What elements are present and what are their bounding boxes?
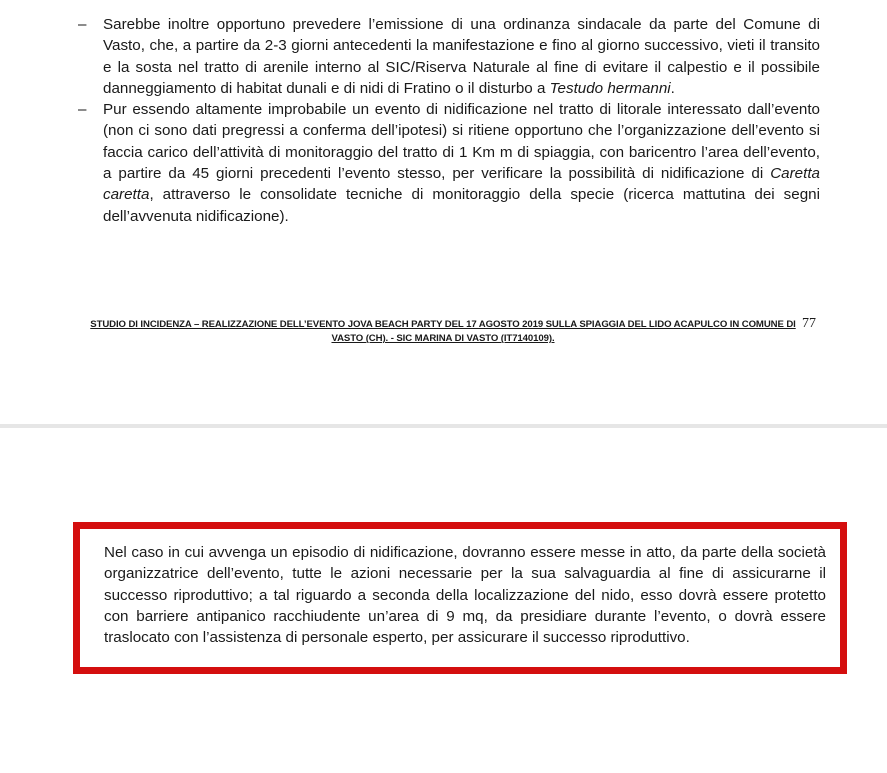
highlighted-note-box — [73, 522, 847, 674]
footer-title-line-2: VASTO (CH). - SIC MARINA DI VASTO (IT7140109). — [331, 333, 555, 344]
page-footer — [48, 318, 838, 346]
bullet-dash: – — [78, 101, 87, 119]
highlighted-note-text: Nel caso in cui avvenga un episodio di nidificazione, dovranno essere messe in atto, da parte della società organizzatrice dell’evento, tutte le azioni necessarie per la sua salvaguardia al fine di assicurarne il successo riproduttivo; a tal riguardo a seconda della localizzazione del nido, esso dovrà essere protetto con barriere antipanico racchiudente un’area di 9 mq, da presidiare durante l’evento, o dovrà essere traslocato con l’assistenza di personale esperto, per assicurare il successo riproduttivo. — [104, 544, 826, 647]
bullet-text: Sarebbe inoltre opportuno prevedere l’emissione di una ordinanza sindacale da parte del Comune di Vasto, che, a partire da 2-3 giorni antecedenti la manifestazione e fino al giorno successivo, vieti il transito e la sosta nel tratto di arenile interno al SIC/Riserva Naturale al fine di evitare il calpestio e il possibile danneggiamento di habitat dunali e di nidi di Fratino o il disturbo a — [103, 16, 820, 97]
mitigation-bullet-list — [78, 14, 820, 227]
page-number: 77 — [802, 316, 816, 331]
bullet-item-monitoring — [78, 99, 820, 227]
bullet-dash: – — [78, 16, 87, 33]
bullet-text: Pur essendo altamente improbabile un evento di nidificazione nel tratto di litorale interessato dall’evento (non ci sono dati pregressi a conferma dell’ipotesi) si ritiene opportuno che l’organizzazione dell’evento si faccia carico dell’attività di monitoraggio del tratto di 1 Km m di spiaggia, con baricentro l’area dell’evento, a partire da 45 giorni precedenti l’evento stesso, per verificare la possibilità di nidificazione di — [103, 101, 820, 183]
bullet-text: . — [670, 79, 675, 97]
footer-title-line-1: STUDIO DI INCIDENZA – REALIZZAZIONE DELL’EVENTO JOVA BEACH PARTY DEL 17 AGOSTO 2019 SULLA SPIAGGIA DEL LIDO ACAPULCO IN COMUNE DI — [90, 319, 796, 330]
bullet-text: , attraverso le consolidate tecniche di monitoraggio della specie (ricerca mattutina dei segni dell’avvenuta nidificazione). — [103, 186, 820, 225]
species-name-italic: Caretta caretta — [103, 165, 820, 204]
species-name-italic: Testudo hermanni — [549, 79, 671, 97]
bullet-item-ordinance — [78, 14, 820, 99]
